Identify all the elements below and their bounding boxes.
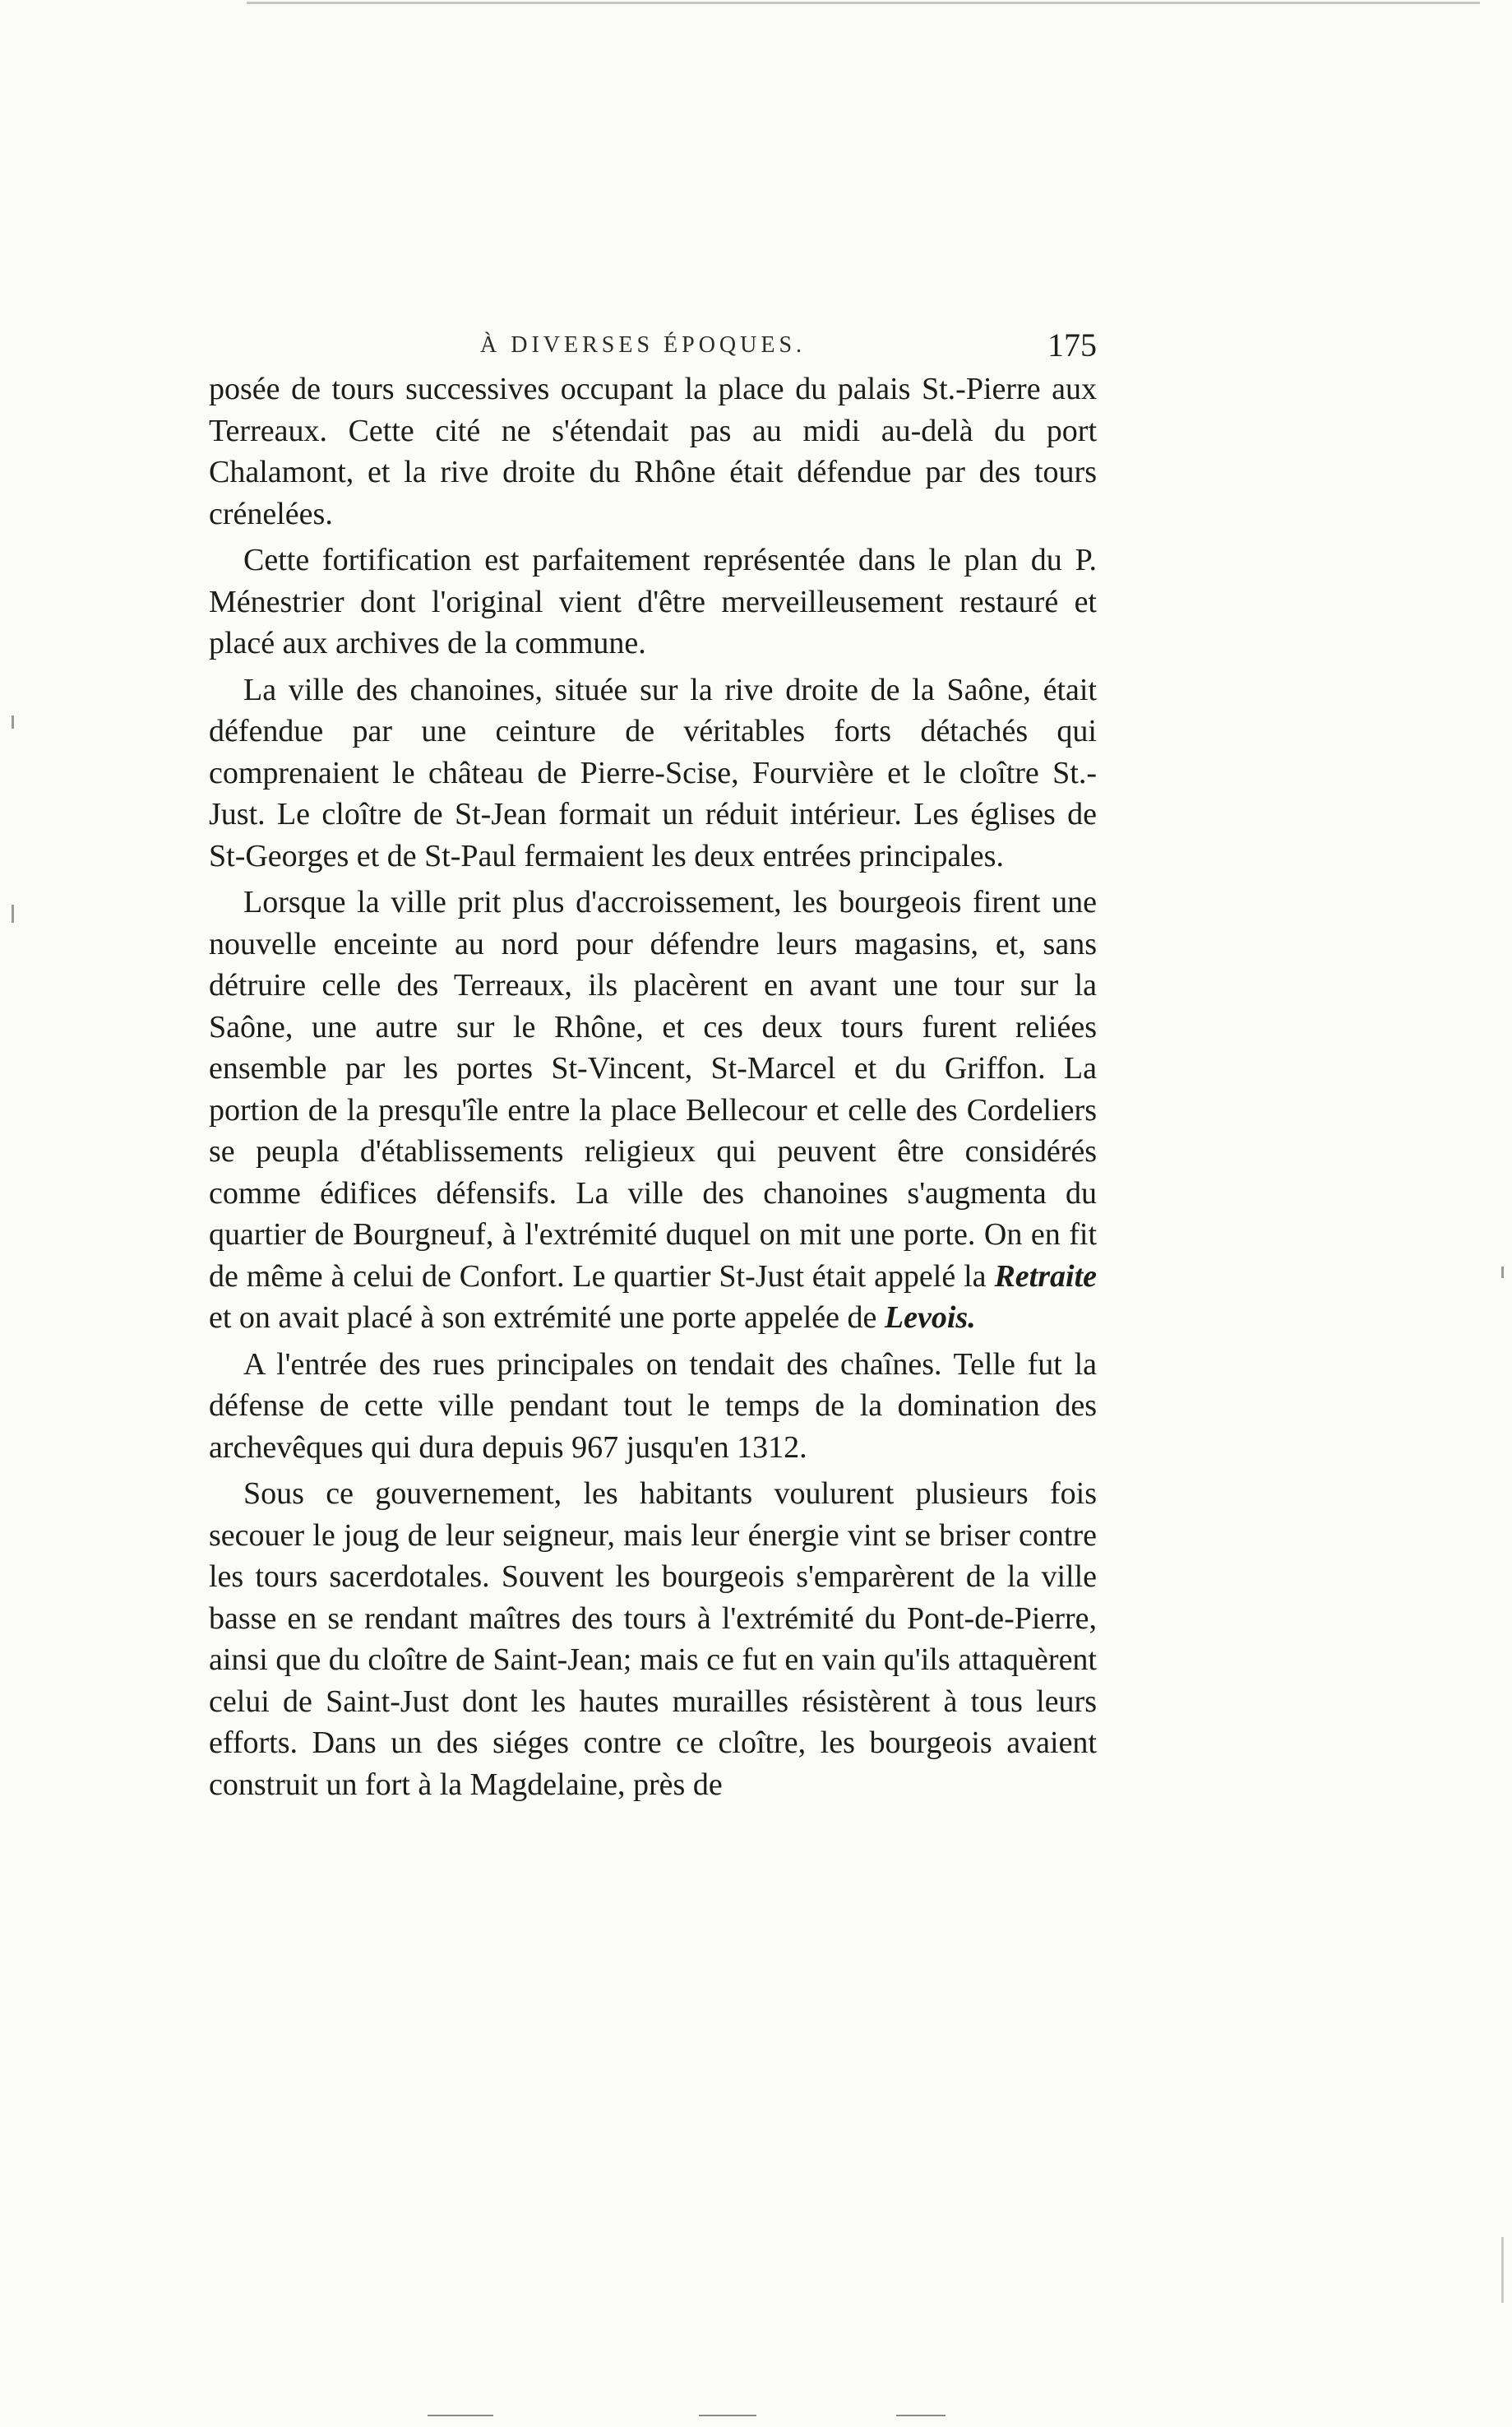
paragraph-4 [209, 882, 1097, 1339]
margin-mark-left-1 [12, 716, 14, 729]
paragraph-3: La ville des chanoines, située sur la rive droite de la Saône, était défendue par une ceinture de véritables forts détachés qui comprenaient le château de Pierre-Scise, Fourvière et le cloître St.-Just. Le cloître de St-Jean formait un réduit intérieur. Les églises de St-Georges et de St-Paul fermaient les deux entrées principales. [209, 672, 1097, 873]
paragraph-4-text-b: et on avait placé à son extrémité une porte appelée de [209, 1300, 877, 1335]
paragraph-5: A l'entrée des rues principales on tendait des chaînes. Telle fut la défense de cette ville pendant tout le temps de la domination des archevêques qui dura depuis 967 jusqu'en 1312. [209, 1346, 1097, 1465]
scan-edge-top [247, 2, 1480, 4]
margin-mark-left-2 [12, 905, 14, 923]
running-header [209, 326, 1097, 375]
scan-edge-bottom-1 [428, 2415, 493, 2416]
body-text [209, 368, 1097, 1810]
page-number: 175 [1047, 327, 1097, 364]
paragraph-6: Sous ce gouvernement, les habitants voulurent plusieurs fois secouer le joug de leur seigneur, mais leur énergie vint se briser contre les tours sacerdotales. Souvent les bourgeois s'emparèrent de la ville basse en se rendant maîtres des tours à l'extrémité du Pont-de-Pierre, ainsi que du cloître de Saint-Jean; mais ce fut en vain qu'ils attaquèrent celui de Saint-Just dont les hautes murailles résistèrent à tous leurs efforts. Dans un des siéges contre ce cloître, les bourgeois avaient construit un fort à la Magdelaine, près de [209, 1476, 1097, 1802]
margin-mark-right-1 [1501, 1267, 1504, 1278]
paragraph-2: Cette fortification est parfaitement représentée dans le plan du P. Ménestrier dont l'original vient d'être merveilleusement restauré et placé aux archives de la commune. [209, 543, 1097, 660]
italic-levois: Levois. [884, 1300, 976, 1335]
paragraph-1: posée de tours successives occupant la place du palais St.-Pierre aux Terreaux. Cette cité ne s'étendait pas au midi au-delà du port Chalamont, et la rive droite du Rhône était défendue par des tours crénelées. [209, 372, 1097, 531]
scan-edge-bottom-2 [699, 2415, 756, 2416]
scan-edge-bottom-3 [896, 2415, 946, 2416]
margin-mark-right-2 [1501, 2237, 1504, 2303]
running-title: À DIVERSES ÉPOQUES. [480, 332, 807, 358]
italic-retraite: Retraite [994, 1258, 1097, 1294]
paragraph-4-text-a: Lorsque la ville prit plus d'accroissement, les bourgeois firent une nouvelle enceinte au nord pour défendre leurs magasins, et, sans détruire celle des Terreaux, ils placèrent en avant une tour sur la Saône, une autre sur le Rhône, et ces deux tours furent reliées ensemble par les portes St-Vincent, St-Marcel et du Griffon. La portion de la presqu'île entre la place Bellecour et celle des Cordeliers se peupla d'établissements religieux qui peuvent être considérés comme édifices défensifs. La ville des chanoines s'augmenta du quartier de Bourgneuf, à l'extrémité duquel on mit une porte. On en fit de même à celui de Confort. Le quartier St-Just était appelé la [209, 885, 1097, 1294]
